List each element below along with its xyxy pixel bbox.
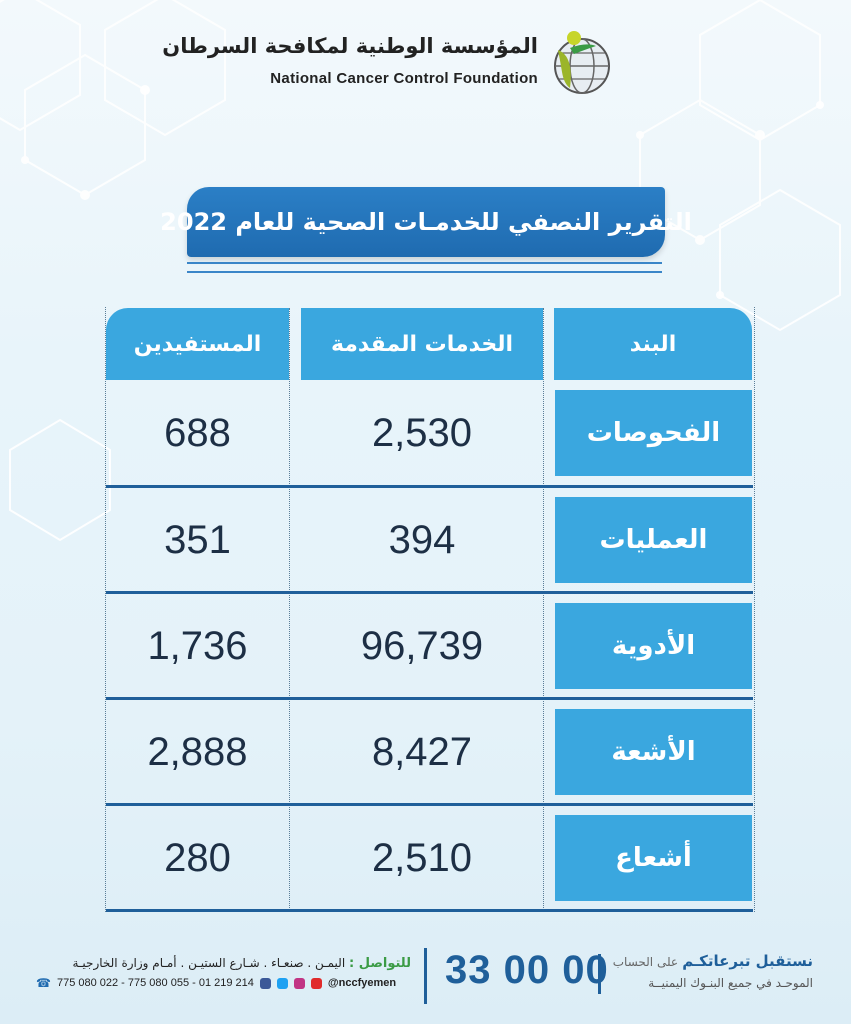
org-name-arabic: المؤسسة الوطنية لمكافحة السرطان — [162, 34, 538, 58]
row-beneficiaries-value: 280 — [164, 835, 231, 880]
header-logo — [162, 28, 620, 100]
row-item-label: أشعاع — [555, 815, 752, 901]
row-services-value: 2,510 — [371, 835, 473, 880]
phone-numbers: 775 080 022 - 775 080 055 - 01 219 214 — [56, 977, 254, 989]
column-divider — [289, 308, 290, 912]
row-divider — [106, 485, 753, 488]
instagram-icon[interactable] — [294, 978, 305, 989]
row-services-value: 8,427 — [371, 729, 473, 774]
donation-suffix: على الحساب — [612, 955, 679, 969]
org-name-english: National Cancer Control Foundation — [270, 70, 538, 87]
facebook-icon[interactable] — [260, 978, 271, 989]
row-item-label: الأشعة — [555, 709, 752, 795]
row-item-label: العمليات — [555, 497, 752, 583]
row-item-label: الفحوصات — [555, 390, 752, 476]
donation-text — [613, 952, 813, 970]
youtube-icon[interactable] — [311, 978, 322, 989]
row-services-value: 2,530 — [371, 410, 473, 455]
report-title: التقرير النصفي للخدمـات الصحية للعام 2022 — [160, 208, 692, 236]
row-divider — [106, 803, 753, 806]
address-line — [72, 956, 411, 971]
row-divider — [106, 591, 753, 594]
donation-main: نستقبل تبرعاتكـم — [682, 952, 813, 970]
title-underline — [187, 262, 662, 264]
contact-line — [36, 976, 396, 990]
row-beneficiaries-value: 1,736 — [147, 623, 248, 668]
row-beneficiaries-value: 2,888 — [147, 729, 248, 774]
header-item: البند — [554, 308, 752, 380]
donation-banks-text: الموحـد في جميع البنـوك اليمنيــة — [648, 976, 813, 990]
row-divider — [106, 909, 753, 912]
column-divider — [543, 308, 544, 912]
contact-label: للتواصل : — [349, 956, 411, 971]
header-beneficiaries: المستفيدين — [106, 308, 289, 380]
social-handle[interactable]: @nccfyemen — [327, 977, 397, 989]
footer — [0, 940, 851, 1024]
row-divider — [106, 697, 753, 700]
row-services-value: 394 — [388, 517, 456, 562]
row-services-value: 96,739 — [360, 623, 484, 668]
row-item-label: الأدوية — [555, 603, 752, 689]
row-beneficiaries-value: 351 — [164, 517, 231, 562]
address-text: اليمـن . صنعـاء . شـارع الستيـن . أمـام وزارة الخارجيـة — [72, 956, 346, 970]
phone-icon: ☎ — [36, 976, 51, 990]
title-underline-2 — [187, 271, 662, 273]
account-number: 33 00 00 — [445, 948, 609, 992]
report-title-banner — [160, 187, 692, 257]
row-beneficiaries-value: 688 — [164, 410, 231, 455]
header-services: الخدمات المقدمة — [301, 308, 543, 380]
footer-divider — [424, 948, 427, 1004]
twitter-icon[interactable] — [277, 978, 288, 989]
foundation-globe-logo-icon — [544, 28, 614, 98]
